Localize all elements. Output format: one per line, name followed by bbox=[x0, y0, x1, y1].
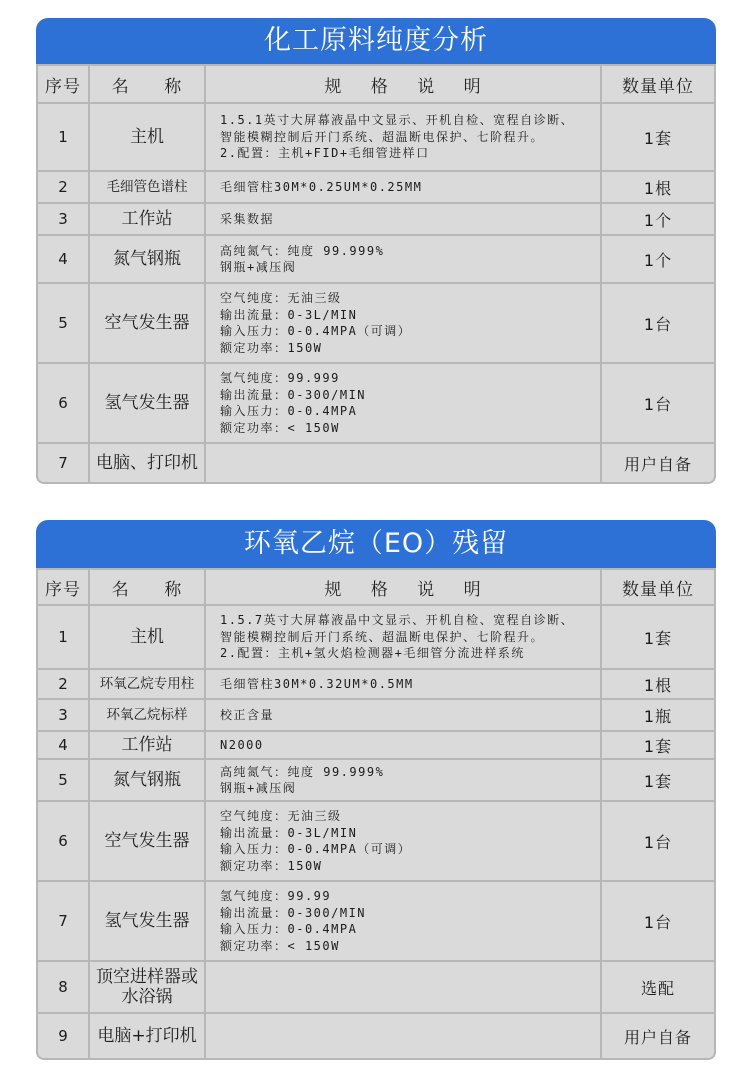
cell-unit: 用户自备 bbox=[602, 444, 714, 482]
table-title-banner: 化工原料纯度分析 bbox=[36, 18, 716, 64]
spec-line: 额定功率：< 150W bbox=[220, 420, 340, 435]
cell-index: 4 bbox=[38, 236, 88, 282]
spec-line: 空气纯度：无油三级 bbox=[220, 291, 342, 305]
spec-line: 氢气纯度：99.999 bbox=[220, 371, 340, 385]
spec-line: 高纯氮气：纯度 99.999% bbox=[220, 764, 385, 779]
cell-index: 5 bbox=[38, 760, 88, 800]
spec-line: 输入压力：0-0.4MPA bbox=[220, 922, 358, 936]
name-line: 氮气钢瓶 bbox=[113, 770, 181, 790]
table-row bbox=[38, 204, 714, 234]
cell-unit: 用户自备 bbox=[602, 1014, 714, 1058]
cell-unit: 1台 bbox=[602, 364, 714, 442]
name-line: 氢气发生器 bbox=[104, 393, 190, 413]
cell-spec bbox=[206, 204, 600, 234]
table-row bbox=[38, 606, 714, 668]
cell-name bbox=[90, 104, 204, 170]
spec-line: 钢瓶+减压阀 bbox=[220, 781, 297, 795]
cell-index: 3 bbox=[38, 700, 88, 730]
header-spec: 规 格 说 明 bbox=[206, 570, 600, 604]
name-line: 水浴锅 bbox=[121, 987, 173, 1007]
table-row bbox=[38, 172, 714, 202]
cell-name bbox=[90, 284, 204, 362]
cell-index: 4 bbox=[38, 732, 88, 758]
cell-unit: 1个 bbox=[602, 236, 714, 282]
cell-name bbox=[90, 882, 204, 960]
spec-line: N2000 bbox=[220, 737, 264, 752]
cell-index: 5 bbox=[38, 284, 88, 362]
name-line: 工作站 bbox=[121, 735, 173, 755]
spec-line: 校正含量 bbox=[220, 707, 275, 722]
cell-spec bbox=[206, 670, 600, 698]
cell-name bbox=[90, 760, 204, 800]
cell-unit: 1套 bbox=[602, 104, 714, 170]
cell-name bbox=[90, 606, 204, 668]
name-line: 主机 bbox=[130, 127, 164, 147]
header-index: 序号 bbox=[38, 570, 88, 604]
table-row bbox=[38, 444, 714, 482]
table-row bbox=[38, 700, 714, 730]
cell-name bbox=[90, 172, 204, 202]
spec-line: 输出流量：0-300/MIN bbox=[220, 905, 367, 920]
header-row bbox=[38, 570, 714, 604]
cell-name bbox=[90, 364, 204, 442]
name-line: 主机 bbox=[130, 627, 164, 647]
table-row bbox=[38, 1014, 714, 1058]
name-line: 空气发生器 bbox=[104, 831, 190, 851]
cell-spec bbox=[206, 802, 600, 880]
name-line: 环氧乙烷专用柱 bbox=[99, 676, 195, 692]
table-row bbox=[38, 882, 714, 960]
header-row bbox=[38, 66, 714, 102]
cell-unit: 1个 bbox=[602, 204, 714, 234]
cell-index: 3 bbox=[38, 204, 88, 234]
cell-index: 6 bbox=[38, 364, 88, 442]
header-name: 名 称 bbox=[90, 66, 204, 102]
table-row bbox=[38, 802, 714, 880]
spec-table bbox=[36, 64, 716, 484]
cell-unit: 1台 bbox=[602, 882, 714, 960]
header-unit: 数量单位 bbox=[602, 570, 714, 604]
spec-line: 采集数据 bbox=[220, 211, 275, 226]
cell-index: 1 bbox=[38, 104, 88, 170]
cell-index: 2 bbox=[38, 172, 88, 202]
spec-line: 高纯氮气：纯度 99.999% bbox=[220, 243, 385, 258]
spec-line: 额定功率：150W bbox=[220, 858, 323, 873]
name-line: 空气发生器 bbox=[104, 313, 190, 333]
table-row bbox=[38, 236, 714, 282]
spec-line: 输入压力：0-0.4MPA（可调） bbox=[220, 324, 412, 338]
cell-name bbox=[90, 1014, 204, 1058]
cell-spec bbox=[206, 172, 600, 202]
section-ethylene-oxide-residue bbox=[36, 520, 716, 1060]
cell-name bbox=[90, 670, 204, 698]
spec-line: 氢气纯度：99.99 bbox=[220, 889, 332, 903]
cell-unit: 1台 bbox=[602, 802, 714, 880]
section-chemical-purity-analysis bbox=[36, 18, 716, 484]
cell-name bbox=[90, 962, 204, 1012]
name-line: 电脑+打印机 bbox=[97, 1026, 197, 1046]
cell-name bbox=[90, 802, 204, 880]
cell-spec bbox=[206, 700, 600, 730]
cell-name bbox=[90, 700, 204, 730]
cell-spec bbox=[206, 1014, 600, 1058]
spec-line: 毛细管柱30M*0.32UM*0.5MM bbox=[220, 676, 414, 691]
table-row bbox=[38, 760, 714, 800]
spec-line: 额定功率：150W bbox=[220, 340, 323, 355]
name-line: 氮气钢瓶 bbox=[113, 249, 181, 269]
spec-line: 2.配置：主机+FID+毛细管进样口 bbox=[220, 146, 430, 161]
spec-line: 输入压力：0-0.4MPA bbox=[220, 404, 358, 418]
spec-line: 智能模糊控制后开门系统、超温断电保护、七阶程升。 bbox=[220, 629, 545, 644]
spec-line: 额定功率：< 150W bbox=[220, 938, 340, 953]
header-index: 序号 bbox=[38, 66, 88, 102]
cell-name bbox=[90, 204, 204, 234]
spec-line: 输入压力：0-0.4MPA（可调） bbox=[220, 842, 412, 856]
spec-line: 钢瓶+减压阀 bbox=[220, 260, 297, 274]
spec-line: 智能模糊控制后开门系统、超温断电保护、七阶程升。 bbox=[220, 129, 545, 144]
header-name: 名 称 bbox=[90, 570, 204, 604]
cell-index: 2 bbox=[38, 670, 88, 698]
cell-unit: 1套 bbox=[602, 606, 714, 668]
cell-spec bbox=[206, 284, 600, 362]
cell-index: 6 bbox=[38, 802, 88, 880]
spec-line: 1.5.1英寸大屏幕液晶中文显示、开机自检、宽程自诊断、 bbox=[220, 113, 575, 128]
cell-spec bbox=[206, 236, 600, 282]
name-line: 顶空进样器或 bbox=[96, 967, 198, 987]
cell-spec bbox=[206, 606, 600, 668]
spec-line: 输出流量：0-3L/MIN bbox=[220, 307, 358, 322]
cell-spec bbox=[206, 962, 600, 1012]
cell-unit: 1套 bbox=[602, 732, 714, 758]
cell-spec bbox=[206, 732, 600, 758]
spec-table bbox=[36, 568, 716, 1060]
cell-index: 9 bbox=[38, 1014, 88, 1058]
spec-line: 空气纯度：无油三级 bbox=[220, 809, 342, 823]
cell-unit: 1台 bbox=[602, 284, 714, 362]
table-row bbox=[38, 732, 714, 758]
table-row bbox=[38, 284, 714, 362]
spec-line: 输出流量：0-3L/MIN bbox=[220, 825, 358, 840]
cell-name bbox=[90, 444, 204, 482]
header-spec: 规 格 说 明 bbox=[206, 66, 600, 102]
cell-unit: 1根 bbox=[602, 670, 714, 698]
cell-unit: 1根 bbox=[602, 172, 714, 202]
cell-index: 1 bbox=[38, 606, 88, 668]
spec-line: 毛细管柱30M*0.25UM*0.25MM bbox=[220, 179, 423, 194]
spec-line: 输出流量：0-300/MIN bbox=[220, 387, 367, 402]
cell-unit: 1套 bbox=[602, 760, 714, 800]
name-line: 氢气发生器 bbox=[104, 911, 190, 931]
spec-line: 2.配置：主机+氢火焰检测器+毛细管分流进样系统 bbox=[220, 646, 525, 661]
table-row bbox=[38, 364, 714, 442]
name-line: 毛细管色谱柱 bbox=[106, 179, 188, 195]
cell-index: 7 bbox=[38, 882, 88, 960]
table-row bbox=[38, 962, 714, 1012]
table-title-banner: 环氧乙烷（EO）残留 bbox=[36, 520, 716, 568]
spec-line: 1.5.7英寸大屏幕液晶中文显示、开机自检、宽程自诊断、 bbox=[220, 613, 575, 628]
cell-spec bbox=[206, 444, 600, 482]
cell-spec bbox=[206, 760, 600, 800]
cell-index: 7 bbox=[38, 444, 88, 482]
name-line: 环氧乙烷标样 bbox=[106, 707, 188, 723]
cell-spec bbox=[206, 104, 600, 170]
cell-spec bbox=[206, 882, 600, 960]
table-row bbox=[38, 104, 714, 170]
cell-name bbox=[90, 236, 204, 282]
name-line: 电脑、打印机 bbox=[96, 453, 198, 473]
cell-name bbox=[90, 732, 204, 758]
cell-index: 8 bbox=[38, 962, 88, 1012]
cell-unit: 1瓶 bbox=[602, 700, 714, 730]
table-row bbox=[38, 670, 714, 698]
cell-spec bbox=[206, 364, 600, 442]
name-line: 工作站 bbox=[121, 209, 173, 229]
cell-unit: 选配 bbox=[602, 962, 714, 1012]
header-unit: 数量单位 bbox=[602, 66, 714, 102]
